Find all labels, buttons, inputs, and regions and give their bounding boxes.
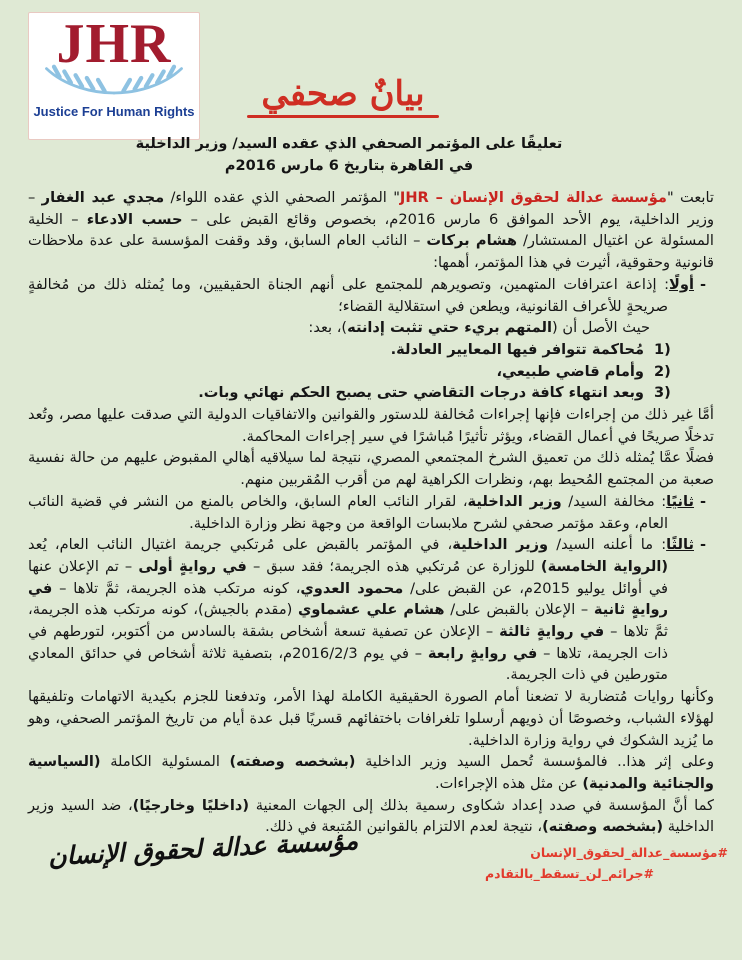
hashtag-organization: #مؤسسة_عدالة_لحقوق_الإنسان bbox=[530, 845, 728, 860]
paragraph-responsibility: وعلى إثر هذا.. فالمؤسسة تُحمل السيد وزير الداخلية (بشخصه وصفته) المسئولية الكاملة (السياسية والجنائية والمدنية) عن مثل هذه الإجراءات. bbox=[28, 753, 714, 792]
section-third-text: ثالثًا: ما أعلنه السيد/ وزير الداخلية، في المؤتمر بالقبض على مُرتكبي جريمة اغتيال النائب العام، يُعد (الرواية الخامسة) للوزارة عن مُرتكبي هذه الجريمة؛ فقد سبق – في روايةٍ أولى – تم الإعلان عنها في أوائل يوليو 2015م، عن القبض على/ محمود العدوي، كونه مرتكب هذه الجريمة، ثمَّ تلاها – في روايةٍ ثانية – الإعلان بالقبض على/ هشام علي عشماوي (مقدم بالجيش)، كونه مرتكب هذه الجريمة، ثمَّ تلاها – في روايةٍ ثالثة – الإعلان عن تصفية تسعة أشخاص بشقة بالسادس من أكتوبر، لتورطهم في ذات الجريمة، تلاها – في روايةٍ رابعة – في يوم 2016/2/3م، بتصفية ثلاثة أشخاص في حدائق المعادي متورطين في ذات الجريمة. bbox=[28, 536, 694, 684]
bullet-dash: - bbox=[699, 275, 706, 293]
paragraph-procedures: أمَّا غير ذلك من إجراءات فإنها إجراءات مُخالفة للدستور والقوانين والاتفاقيات الدولية التي صدقت عليها مصر، وتُعد تدخلًا صريحًا في أعمال القضاء، ويؤثر تأثيرًا مُباشرًا في سير إجراءات المحاكمة. bbox=[28, 406, 714, 445]
subtitle-line-1: تعليقًا على المؤتمر الصحفي الذي عقده السيد/ وزير الداخلية bbox=[135, 136, 563, 152]
paragraph-conflicting-accounts: وكأنها روايات مُتضاربة لا تضعنا أمام الصورة الحقيقية الكاملة لهذا الأمر، وتدفعنا للجزم بكيدية الاتهامات وتلفيقها لهؤلاء الشباب، وخصوصًا أن ذويهم أرسلوا تلغرافات باختفائهم قسريًا قبل عدة أيام من تاريخ المؤتمر الصحفي، وهو ما يُزيد الشكوك في رواية وزارة الداخلية. bbox=[28, 688, 714, 749]
hashtag-crimes: #جرائم_لن_تسقط_بالتقادم bbox=[485, 866, 654, 881]
list-marker: 1) bbox=[654, 340, 671, 358]
list-item-text: وأمام قاضي طبيعي، bbox=[496, 362, 644, 380]
list-item bbox=[28, 361, 714, 383]
section-second-text: ثانيًا: مخالفة السيد/ وزير الداخلية، لقرار النائب العام السابق، والخاص بالمنع من النشر في قضية النائب العام، وعقد مؤتمر صحفي لشرح ملابسات الواقعة من وجهة نظر وزارة الداخلية. bbox=[28, 492, 695, 532]
list-item bbox=[28, 339, 714, 361]
bullet-dash: - bbox=[699, 492, 706, 510]
bullet-dash: - bbox=[699, 536, 706, 554]
document-body bbox=[28, 187, 714, 838]
paragraph-social-rift: فضلًا عمَّا يُمثله ذلك من تعميق الشرخ المجتمعي المصري، نتيجة لما سيلاقيه أهالي المقبوض عليهم من حالة نفسية صعبة من المجتمع المُحيط بهم، ونظرات الكراهية لهم من أقرب المُقربين منهم. bbox=[28, 449, 714, 489]
section-third bbox=[28, 534, 714, 686]
list-marker: 3) bbox=[654, 384, 671, 402]
list-item bbox=[28, 382, 714, 404]
jhr-logo bbox=[28, 12, 200, 140]
subtitle bbox=[0, 133, 742, 177]
list-item-text: مُحاكمة تتوافر فيها المعايير العادلة. bbox=[390, 340, 644, 358]
section-first-text: أولًا: إذاعة اعترافات المتهمين، وتصويرهم للمجتمع على أنهم الجناة الحقيقيين، وما يُمثله ذلك من مُخالفةٍ صريحةٍ للأعراف القانونية، ويطعن في استقلالية القضاء؛ bbox=[28, 275, 694, 315]
list-item-text: وبعد انتهاء كافة درجات التقاضي حتى يصبح الحكم نهائي وبات. bbox=[198, 384, 644, 402]
title-underline bbox=[247, 115, 439, 118]
principle-line: حيث الأصل أن (المتهم بريء حتي تثبت إدانته)، بعد: bbox=[308, 319, 650, 337]
paragraph-complaints: كما أنَّ المؤسسة في صدد إعداد شكاوى رسمية بذلك إلى الجهات المعنية (داخليًا وخارجيًا)، ضد السيد وزير الداخلية (بشخصه وصفته)، نتيجة لعدم الالتزام بالقوانين المُتبعة في ذلك. bbox=[28, 796, 714, 836]
page-title: بيانٌ صحفي bbox=[261, 74, 425, 114]
subtitle-line-2: في القاهرة بتاريخ 6 مارس 2016م bbox=[224, 158, 474, 174]
section-first bbox=[28, 274, 714, 317]
organization-signature: مؤسسة عدالة لحقوق الإنسان bbox=[47, 825, 359, 872]
list-marker: 2) bbox=[654, 362, 671, 380]
logo-tagline: Justice For Human Rights bbox=[33, 104, 195, 119]
logo-acronym: JHR bbox=[56, 13, 172, 75]
section-second bbox=[28, 491, 714, 534]
intro-paragraph: تابعت "مؤسسة عدالة لحقوق الإنسان – JHR" المؤتمر الصحفي الذي عقده اللواء/ مجدي عبد الغفار – وزير الداخلية، يوم الأحد الموافق 6 مارس 2016م، بخصوص وقائع القبض على – حسب الادعاء – الخلية المسئولة عن اغتيال المستشار/ هشام بركات – النائب العام السابق، وقد وقفت المؤسسة على عدة ملاحظات قانونية وحقوقية، أثيرت في هذا المؤتمر، أهمها: bbox=[28, 189, 714, 272]
